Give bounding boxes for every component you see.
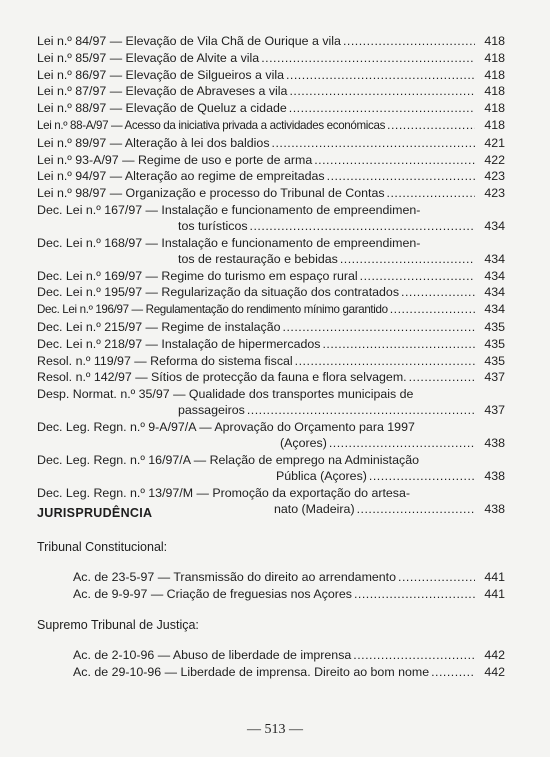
court-heading: Tribunal Constitucional: bbox=[37, 540, 168, 554]
entry-title: Lei n.º 88-A/97 — Acesso da iniciativa privada a actividades económicas bbox=[37, 118, 386, 132]
entry-title: Dec. Leg. Regn. n.º 16/97/A — Relação de emprego na Administação bbox=[37, 452, 419, 467]
entry-title-cont: (Açores) bbox=[280, 435, 327, 450]
entry-title-cont: passageiros bbox=[178, 403, 245, 418]
entry-page: 442 bbox=[484, 664, 505, 679]
entry-page: 421 bbox=[484, 135, 505, 150]
entry-page: 435 bbox=[484, 319, 505, 334]
index-entry bbox=[37, 353, 505, 369]
leader-dots bbox=[261, 50, 475, 66]
leader-dots bbox=[322, 336, 475, 352]
entry-page: 442 bbox=[484, 648, 505, 662]
court-decisions-list bbox=[73, 647, 505, 681]
leader-dots bbox=[250, 218, 475, 234]
entry-page: 435 bbox=[484, 353, 505, 368]
leader-dots bbox=[286, 67, 475, 83]
entry-page: 418 bbox=[484, 84, 505, 99]
leader-dots bbox=[340, 251, 475, 267]
legislation-index bbox=[37, 33, 505, 517]
entry-page: 418 bbox=[484, 117, 505, 132]
entry-page: 437 bbox=[484, 403, 505, 418]
entry-title: Lei n.º 86/97 — Elevação de Silgueiros a vila bbox=[37, 67, 284, 82]
index-entry bbox=[37, 185, 505, 201]
entry-page: 423 bbox=[484, 186, 505, 201]
entry-page: 438 bbox=[484, 468, 505, 483]
index-entry bbox=[37, 301, 505, 318]
entry-page: 435 bbox=[484, 336, 505, 351]
entry-title: Dec. Lei n.º 218/97 — Instalação de hipermercados bbox=[37, 336, 321, 351]
entry-page: 434 bbox=[484, 268, 505, 283]
entry-title: Resol. n.º 119/97 — Reforma do sistema fiscal bbox=[37, 353, 293, 368]
entry-title: Lei n.º 87/97 — Elevação de Abraveses a vila bbox=[37, 84, 288, 99]
leader-dots bbox=[369, 468, 475, 484]
entry-title: Dec. Lei n.º 215/97 — Regime de instalação bbox=[37, 319, 281, 334]
index-entry bbox=[37, 369, 505, 385]
index-entry bbox=[37, 117, 505, 134]
leader-dots bbox=[360, 268, 475, 284]
index-entry bbox=[73, 569, 505, 585]
leader-dots bbox=[283, 319, 475, 335]
leader-dots bbox=[289, 83, 475, 99]
leader-dots bbox=[387, 117, 475, 133]
entry-page: 422 bbox=[484, 152, 505, 167]
entry-page: 434 bbox=[484, 251, 505, 266]
entry-title-cont: Pública (Açores) bbox=[276, 468, 367, 483]
entry-title: Lei n.º 88/97 — Elevação de Queluz a cidade bbox=[37, 101, 287, 116]
court-decisions-list bbox=[73, 569, 505, 603]
entry-title: Lei n.º 98/97 — Organização e processo do Tribunal de Contas bbox=[37, 186, 385, 201]
entry-page: 434 bbox=[484, 302, 505, 317]
leader-dots bbox=[390, 301, 475, 317]
entry-page: 434 bbox=[484, 285, 505, 300]
entry-title: Dec. Leg. Regn. n.º 9-A/97/A — Aprovação do Orçamento para 1997 bbox=[37, 419, 415, 434]
entry-title: Ac. de 2-10-96 — Abuso de liberdade de imprensa bbox=[73, 648, 352, 662]
court-heading: Supremo Tribunal de Justiça: bbox=[37, 618, 199, 632]
entry-title: Dec. Lei n.º 168/97 — Instalação e funcionamento de empreendimen- bbox=[37, 235, 421, 250]
index-entry bbox=[73, 586, 505, 602]
index-entry bbox=[37, 67, 505, 83]
index-entry bbox=[37, 168, 505, 184]
entry-title: Dec. Lei n.º 196/97 — Regulamentação do rendimento mínimo garantido bbox=[37, 303, 388, 317]
entry-page: 418 bbox=[484, 34, 505, 48]
leader-dots bbox=[354, 586, 475, 602]
index-entry bbox=[37, 202, 505, 234]
leader-dots bbox=[295, 353, 475, 369]
index-entry bbox=[37, 452, 505, 484]
entry-title: Dec. Leg. Regn. n.º 13/97/M — Promoção da exportação do artesa- bbox=[37, 485, 411, 500]
leader-dots bbox=[327, 168, 475, 184]
leader-dots bbox=[401, 284, 475, 300]
index-entry bbox=[37, 284, 505, 300]
entry-page: 438 bbox=[484, 435, 505, 450]
entry-title: Ac. de 23-5-97 — Transmissão do direito ao arrendamento bbox=[73, 570, 397, 584]
index-entry bbox=[37, 268, 505, 284]
entry-title: Dec. Lei n.º 195/97 — Regularização da situação dos contratados bbox=[37, 285, 400, 300]
entry-title: Lei n.º 89/97 — Alteração à lei dos baldios bbox=[37, 135, 270, 150]
index-entry bbox=[37, 386, 505, 418]
leader-dots bbox=[387, 185, 475, 201]
entry-title: Lei n.º 93-A/97 — Regime de uso e porte de arma bbox=[37, 152, 313, 167]
entry-title: Lei n.º 85/97 — Elevação de Alvite a vila bbox=[37, 50, 260, 65]
index-entry bbox=[37, 135, 505, 151]
page-number: — 513 — bbox=[247, 722, 303, 737]
leader-dots bbox=[431, 664, 475, 680]
entry-page: 434 bbox=[484, 218, 505, 233]
entry-title-cont: nato (Madeira) bbox=[274, 501, 355, 516]
leader-dots bbox=[409, 369, 475, 385]
index-entry bbox=[37, 319, 505, 335]
index-entry bbox=[37, 419, 505, 451]
entry-title-cont: tos de restauração e bebidas bbox=[178, 251, 338, 266]
index-entry bbox=[37, 100, 505, 116]
leader-dots bbox=[357, 501, 475, 517]
index-entry bbox=[37, 152, 505, 168]
leader-dots bbox=[247, 402, 475, 418]
leader-dots bbox=[314, 152, 475, 168]
entry-page: 441 bbox=[484, 586, 505, 601]
entry-page: 418 bbox=[484, 50, 505, 65]
leader-dots bbox=[329, 435, 475, 451]
index-entry bbox=[73, 664, 505, 680]
entry-title: Desp. Normat. n.º 35/97 — Qualidade dos transportes municipais de bbox=[37, 387, 414, 402]
section-title-jurisprudencia: JURISPRUDÊNCIA bbox=[37, 506, 153, 520]
entry-title: Lei n.º 84/97 — Elevação de Vila Chã de Ourique a vila bbox=[37, 34, 341, 48]
leader-dots bbox=[272, 135, 475, 151]
entry-title-cont: tos turísticos bbox=[178, 218, 248, 233]
entry-page: 418 bbox=[484, 67, 505, 82]
entry-page: 418 bbox=[484, 101, 505, 116]
entry-page: 437 bbox=[484, 370, 505, 385]
entry-title: Ac. de 29-10-96 — Liberdade de imprensa. Direito ao bom nome bbox=[73, 664, 430, 679]
entry-title: Resol. n.º 142/97 — Sítios de protecção da fauna e flora selvagem. bbox=[37, 370, 407, 385]
leader-dots bbox=[353, 647, 475, 663]
entry-title: Ac. de 9-9-97 — Criação de freguesias nos Açores bbox=[73, 586, 352, 601]
entry-title: Dec. Lei n.º 169/97 — Regime do turismo em espaço rural bbox=[37, 268, 358, 283]
entry-page: 423 bbox=[484, 169, 505, 184]
index-entry bbox=[37, 83, 505, 99]
index-entry bbox=[37, 50, 505, 66]
entry-title: Lei n.º 94/97 — Alteração ao regime de empreitadas bbox=[37, 169, 325, 184]
leader-dots bbox=[398, 569, 475, 585]
entry-page: 438 bbox=[484, 501, 505, 516]
index-entry bbox=[73, 647, 505, 663]
entry-title: Dec. Lei n.º 167/97 — Instalação e funcionamento de empreendimen- bbox=[37, 202, 421, 217]
entry-page: 441 bbox=[484, 570, 505, 584]
index-entry bbox=[37, 33, 505, 49]
leader-dots bbox=[343, 33, 475, 49]
index-entry bbox=[37, 235, 505, 267]
index-entry bbox=[37, 336, 505, 352]
leader-dots bbox=[289, 100, 475, 116]
